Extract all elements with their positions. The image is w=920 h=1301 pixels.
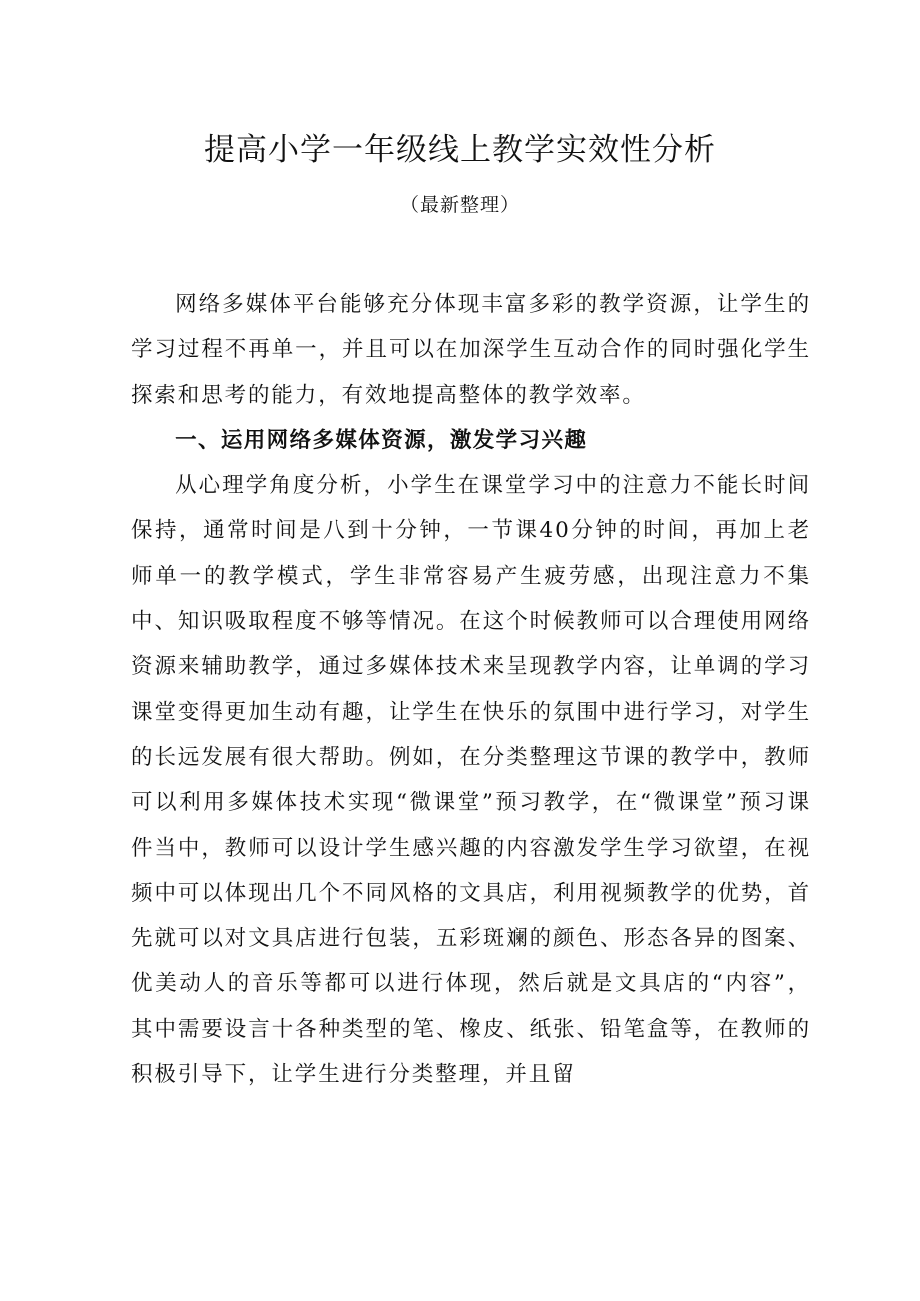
section-heading: 一、运用网络多媒体资源，激发学习兴趣 [175,427,588,453]
document-title: 提高小学一年级线上教学实效性分析 [204,132,716,168]
section-paragraph: 从心理学角度分析，小学生在课堂学习中的注意力不能长时间保持，通常时间是八到十分钟，一节课40分钟的时间，再加上老师单一的教学模式，学生非常容易产生疲劳感，出现注意力不集中、知识吸取程度不够等情况。在这个时候教师可以合理使用网络资源来辅助教学，通过多媒体技术来呈现教学内容，让单调的学习课堂变得更加生动有趣，让学生在快乐的氛围中进行学习，对学生的长远发展有很大帮助。例如，在分类整理这节课的教学中，教师可以利用多媒体技术实现“微课堂”预习教学，在“微课堂”预习课件当中，教师可以设计学生感兴趣的内容激发学生学习欲望，在视频中可以体现出几个不同风格的文具店，利用视频教学的优势，首先就可以对文具店进行包装，五彩斑斓的颜色、形态各异的图案、优美动人的音乐等都可以进行体现，然后就是文具店的“内容”，其中需要设言十各种类型的笔、橡皮、纸张、铅笔盒等，在教师的积极引导下，让学生进行分类整理，并且留 [131,473,811,1088]
intro-paragraph: 网络多媒体平台能够充分体现丰富多彩的教学资源，让学生的学习过程不再单一，并且可以在加深学生互动合作的同时强化学生探索和思考的能力，有效地提高整体的教学效率。 [131,292,811,408]
document-body [131,282,811,1097]
document-subtitle: （最新整理） [399,194,520,216]
